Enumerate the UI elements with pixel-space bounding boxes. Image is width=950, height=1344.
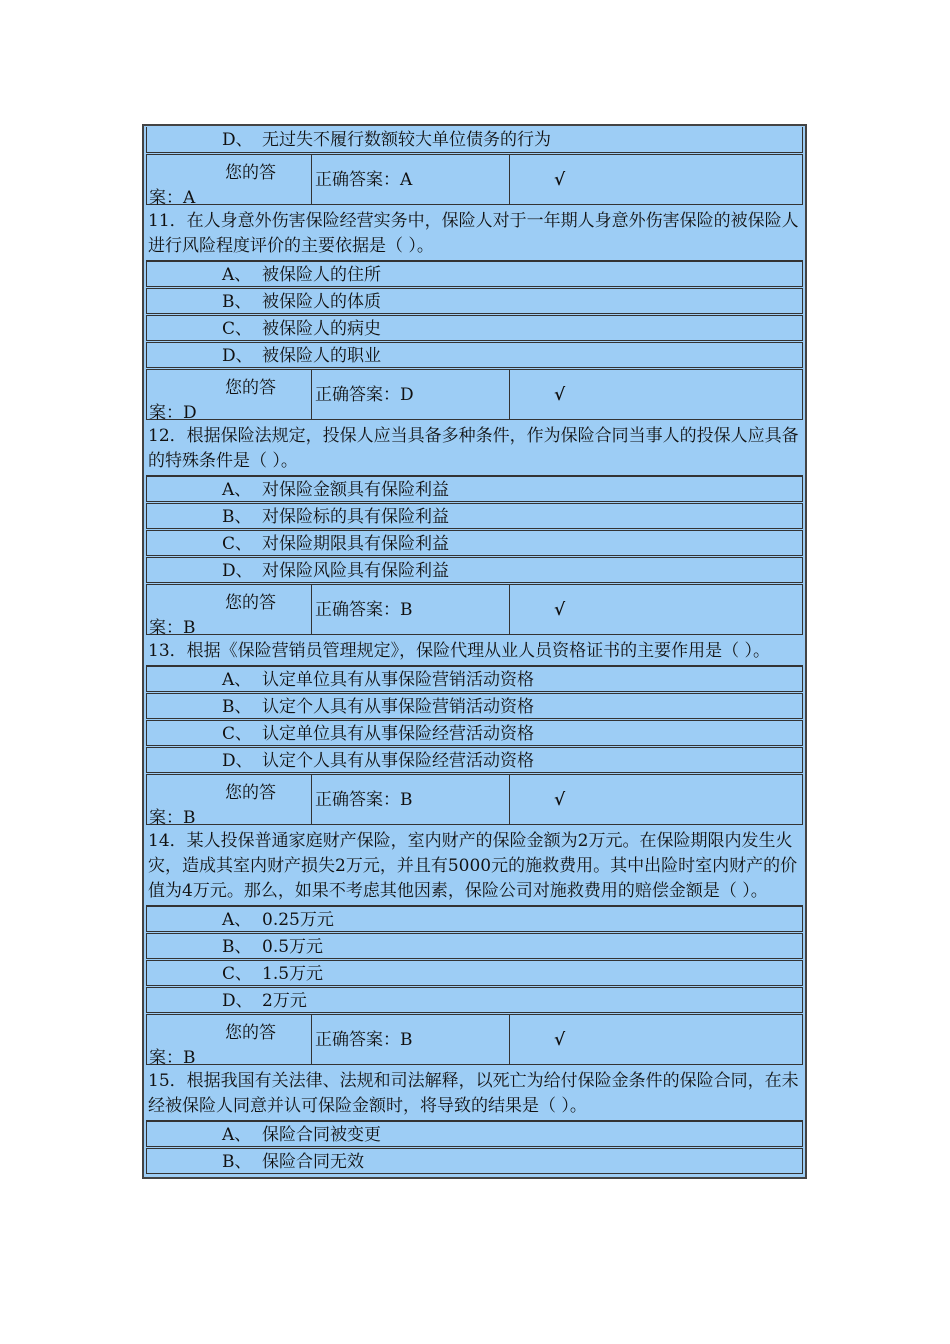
option-text: 1.5万元 <box>262 964 324 984</box>
option-row <box>146 1148 803 1174</box>
option-label: D、 <box>222 561 253 581</box>
option-text: 0.5万元 <box>262 937 324 957</box>
option-text: 无过失不履行数额较大单位债务的行为 <box>262 130 551 150</box>
answer-row <box>146 369 803 423</box>
option-text: 被保险人的职业 <box>262 346 381 366</box>
option-text: 认定单位具有从事保险营销活动资格 <box>262 670 534 690</box>
your-answer-value: 案：B <box>149 618 196 638</box>
option-label: C、 <box>222 724 253 744</box>
question-text: 13．根据《保险营销员管理规定》，保险代理从业人员资格证书的主要作用是（ ）。 <box>146 636 803 666</box>
check-mark-icon: √ <box>554 790 566 810</box>
question-text: 15．根据我国有关法律、法规和司法解释，以死亡为给付保险金条件的保险合同，在未经被保险人同意并认可保险金额时，将导致的结果是（ ）。 <box>146 1066 803 1121</box>
your-answer-cell <box>147 155 312 208</box>
your-answer-cell <box>147 775 312 828</box>
your-answer-cell <box>147 585 312 638</box>
option-text: 2万元 <box>262 991 307 1011</box>
quiz-sheet <box>142 124 807 1179</box>
option-text: 被保险人的住所 <box>262 265 381 285</box>
correct-answer-cell: 正确答案：A <box>312 155 510 204</box>
your-answer-value: 案：B <box>149 808 196 828</box>
option-label: B、 <box>222 1152 252 1172</box>
option-row <box>146 288 803 314</box>
option-label: D、 <box>222 991 253 1011</box>
answer-row <box>146 774 803 828</box>
option-row <box>146 127 803 153</box>
option-label: C、 <box>222 319 253 339</box>
option-label: B、 <box>222 697 252 717</box>
option-row <box>146 987 803 1013</box>
option-text: 认定单位具有从事保险经营活动资格 <box>262 724 534 744</box>
check-mark-icon: √ <box>554 600 566 620</box>
your-answer-value: 案：D <box>149 403 197 423</box>
answer-row <box>146 1014 803 1068</box>
answer-row <box>146 154 803 208</box>
question-list <box>146 206 803 1174</box>
option-row <box>146 261 803 287</box>
correct-answer-cell: 正确答案：B <box>312 1015 510 1064</box>
option-text: 对保险金额具有保险利益 <box>262 480 449 500</box>
option-row <box>146 503 803 529</box>
option-row <box>146 315 803 341</box>
option-row <box>146 1121 803 1147</box>
your-answer-cell <box>147 1015 312 1068</box>
question-text: 12．根据保险法规定，投保人应当具备多种条件，作为保险合同当事人的投保人应具备的特殊条件是（ ）。 <box>146 421 803 476</box>
option-row <box>146 666 803 692</box>
option-text: 0.25万元 <box>262 910 334 930</box>
option-label: A、 <box>222 1125 252 1145</box>
answer-row <box>146 584 803 638</box>
your-answer-label: 您的答 <box>225 783 276 803</box>
option-text: 对保险期限具有保险利益 <box>262 534 449 554</box>
check-mark-icon: √ <box>554 385 566 405</box>
your-answer-label: 您的答 <box>225 378 276 398</box>
option-label: D、 <box>222 130 253 150</box>
your-answer-cell <box>147 370 312 423</box>
option-text: 被保险人的体质 <box>262 292 381 312</box>
option-row <box>146 342 803 368</box>
your-answer-label: 您的答 <box>225 1023 276 1043</box>
check-mark-icon: √ <box>554 170 566 190</box>
option-label: A、 <box>222 480 252 500</box>
option-text: 认定个人具有从事保险经营活动资格 <box>262 751 534 771</box>
option-text: 保险合同被变更 <box>262 1125 381 1145</box>
question-text: 14．某人投保普通家庭财产保险，室内财产的保险金额为2万元。在保险期限内发生火灾，造成其室内财产损失2万元，并且有5000元的施救费用。其中出险时室内财产的价值为4万元。那么，如果不考虑其他因素，保险公司对施救费用的赔偿金额是（ ）。 <box>146 826 803 906</box>
option-row <box>146 530 803 556</box>
option-row <box>146 906 803 932</box>
option-row <box>146 693 803 719</box>
option-label: C、 <box>222 534 253 554</box>
option-label: A、 <box>222 670 252 690</box>
option-label: D、 <box>222 346 253 366</box>
option-text: 对保险标的具有保险利益 <box>262 507 449 527</box>
option-text: 被保险人的病史 <box>262 319 381 339</box>
option-text: 认定个人具有从事保险营销活动资格 <box>262 697 534 717</box>
option-label: B、 <box>222 292 252 312</box>
option-label: B、 <box>222 507 252 527</box>
option-label: B、 <box>222 937 252 957</box>
option-label: C、 <box>222 964 253 984</box>
correct-answer-cell: 正确答案：B <box>312 775 510 824</box>
option-text: 保险合同无效 <box>262 1152 364 1172</box>
question-text: 11．在人身意外伤害保险经营实务中，保险人对于一年期人身意外伤害保险的被保险人进行风险程度评价的主要依据是（ ）。 <box>146 206 803 261</box>
correct-answer-cell: 正确答案：D <box>312 370 510 419</box>
option-row <box>146 933 803 959</box>
option-row <box>146 557 803 583</box>
check-mark-icon: √ <box>554 1030 566 1050</box>
your-answer-value: 案：A <box>149 188 196 208</box>
option-label: D、 <box>222 751 253 771</box>
option-row <box>146 747 803 773</box>
option-label: A、 <box>222 265 252 285</box>
option-row <box>146 476 803 502</box>
correct-answer-cell: 正确答案：B <box>312 585 510 634</box>
your-answer-label: 您的答 <box>225 163 276 183</box>
your-answer-value: 案：B <box>149 1048 196 1068</box>
option-row <box>146 960 803 986</box>
option-text: 对保险风险具有保险利益 <box>262 561 449 581</box>
your-answer-label: 您的答 <box>225 593 276 613</box>
option-row <box>146 720 803 746</box>
option-label: A、 <box>222 910 252 930</box>
